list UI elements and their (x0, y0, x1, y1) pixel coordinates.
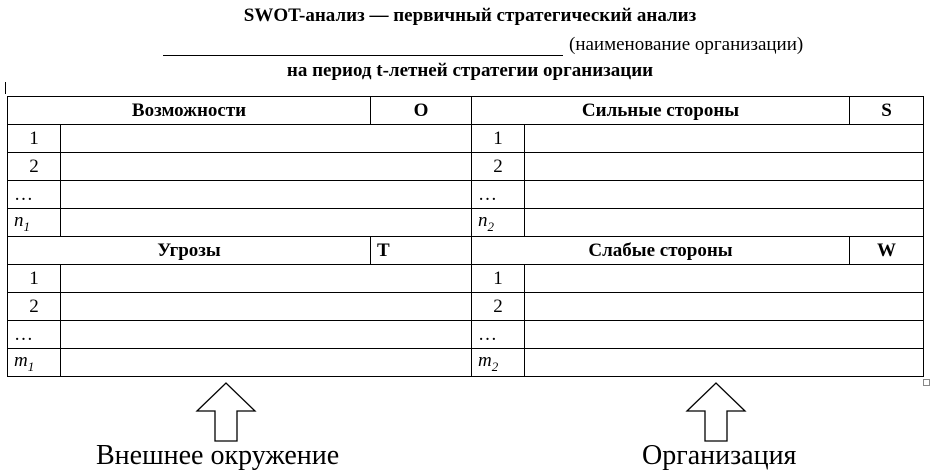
opportunity-number: 1 (8, 125, 61, 153)
opportunity-number: … (8, 181, 61, 209)
organization-caption: Организация (642, 440, 797, 471)
table-resize-handle[interactable] (923, 379, 930, 386)
strength-number: … (472, 181, 525, 209)
org-name-hint: (наименование организации) (569, 34, 804, 55)
opportunity-cell[interactable] (61, 181, 472, 209)
external-environment-caption: Внешнее окружение (96, 440, 340, 471)
opportunity-cell[interactable] (61, 125, 472, 153)
opportunity-number: 2 (8, 153, 61, 181)
weakness-number: 2 (472, 293, 525, 321)
table-row (8, 293, 924, 321)
weakness-number: … (472, 321, 525, 349)
swot-table (7, 96, 924, 377)
title-line-3: на период t-летней стратегии организации (286, 60, 654, 81)
threat-cell[interactable] (61, 293, 472, 321)
weakness-cell[interactable] (525, 265, 924, 293)
weakness-cell[interactable] (525, 321, 924, 349)
strength-cell[interactable] (525, 209, 924, 237)
table-row (8, 153, 924, 181)
org-name-line (163, 34, 803, 56)
table-row (8, 237, 924, 265)
strength-number: 1 (472, 125, 525, 153)
up-arrow-icon (684, 382, 748, 442)
weaknesses-header: Слабые стороны (472, 237, 850, 265)
strengths-letter: S (850, 97, 924, 125)
strength-cell[interactable] (525, 181, 924, 209)
weakness-number: 1 (472, 265, 525, 293)
title-line-1: SWOT-анализ — первичный стратегический анализ (243, 5, 697, 26)
strength-cell[interactable] (525, 125, 924, 153)
table-row (8, 125, 924, 153)
weakness-number: $m_2$ (472, 349, 525, 377)
threat-cell[interactable] (61, 321, 472, 349)
table-row (8, 209, 924, 237)
threat-number: 1 (8, 265, 61, 293)
threat-number: … (8, 321, 61, 349)
threat-cell[interactable] (61, 349, 472, 377)
opportunity-number: $n_1$ (8, 209, 61, 237)
opportunity-cell[interactable] (61, 153, 472, 181)
weakness-cell[interactable] (525, 293, 924, 321)
weaknesses-letter: W (850, 237, 924, 265)
table-row (8, 97, 924, 125)
strength-number: 2 (472, 153, 525, 181)
threat-number: $m_1$ (8, 349, 61, 377)
opportunities-letter: O (371, 97, 472, 125)
up-arrow-icon (194, 382, 258, 442)
text-cursor (5, 82, 6, 94)
org-name-blank[interactable] (163, 37, 563, 56)
strengths-header: Сильные стороны (472, 97, 850, 125)
weakness-cell[interactable] (525, 349, 924, 377)
opportunity-cell[interactable] (61, 209, 472, 237)
table-row (8, 265, 924, 293)
strength-cell[interactable] (525, 153, 924, 181)
strength-number: $n_2$ (472, 209, 525, 237)
threat-cell[interactable] (61, 265, 472, 293)
opportunities-header: Возможности (8, 97, 371, 125)
table-row (8, 181, 924, 209)
threats-header: Угрозы (8, 237, 371, 265)
threats-letter: T (371, 237, 472, 265)
table-row (8, 349, 924, 377)
threat-number: 2 (8, 293, 61, 321)
table-row (8, 321, 924, 349)
